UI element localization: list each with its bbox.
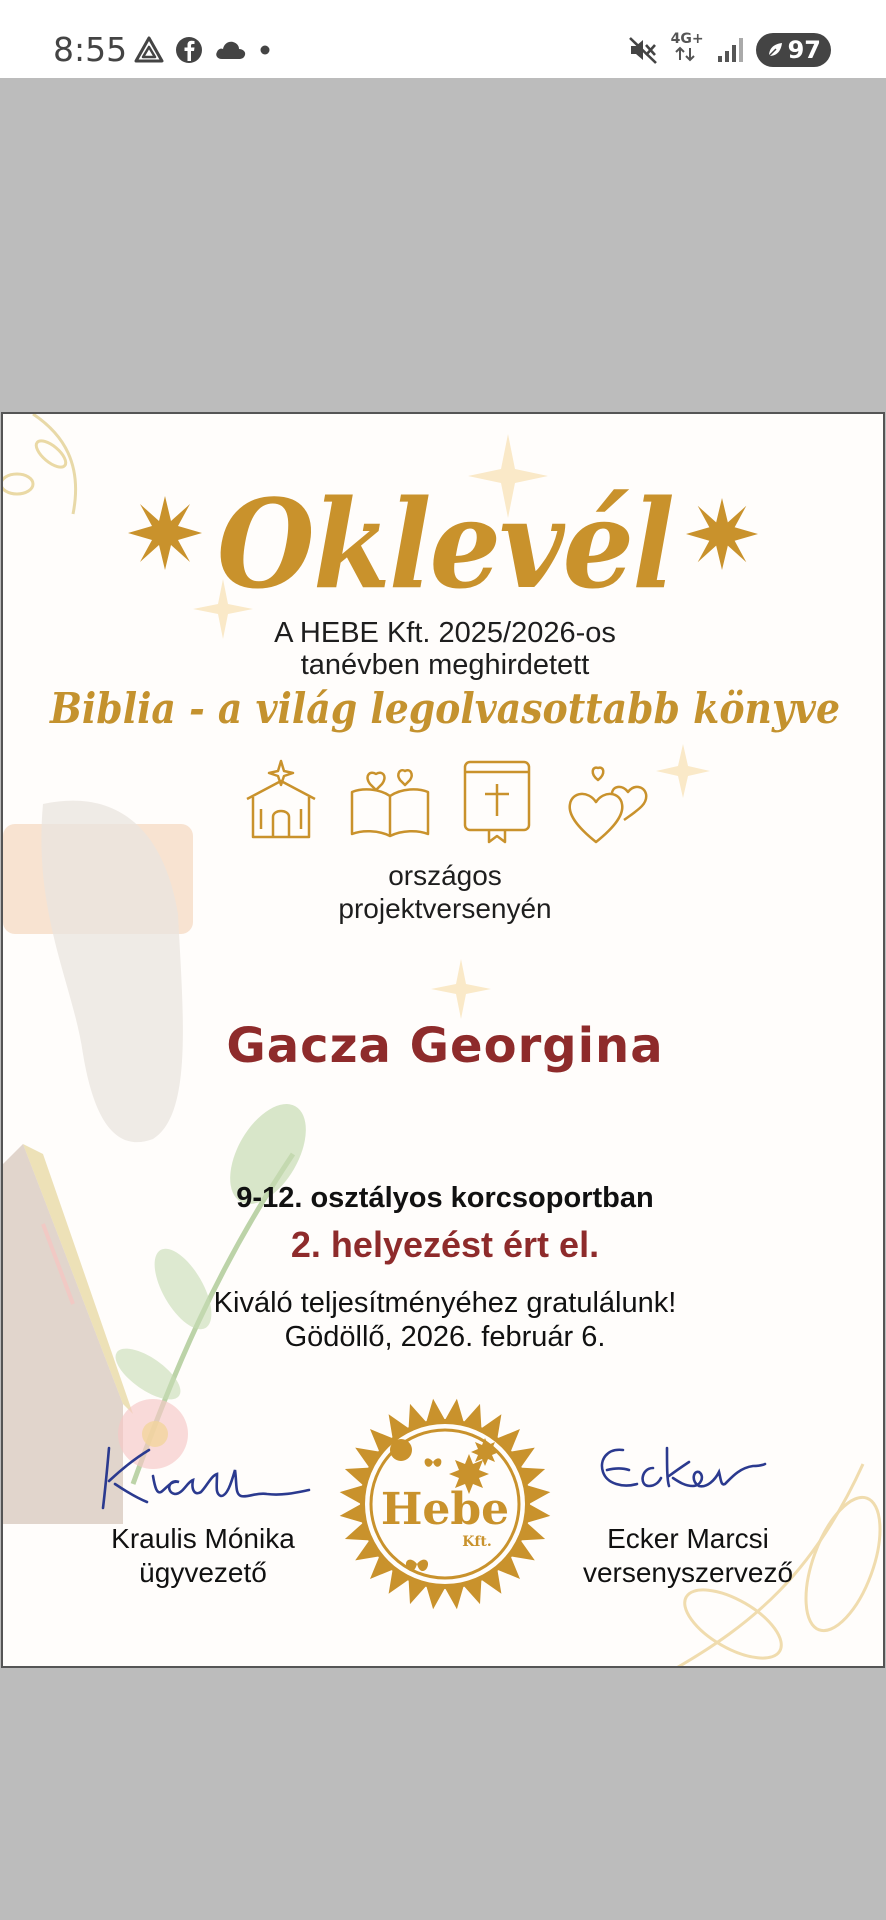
open-book-icon (348, 766, 432, 838)
signer-right (538, 1522, 838, 1590)
hearts-icon (566, 764, 650, 846)
placement: 2. helyezést ért el. (290, 1224, 600, 1265)
church-icon (243, 759, 319, 839)
signer-left (53, 1522, 353, 1590)
logo-suffix: Kft. (462, 1534, 492, 1550)
battery-level: 97 (787, 36, 821, 64)
certificate-title: Oklevél (217, 472, 673, 616)
book-title: Biblia - a világ legolvasottabb könyve (49, 684, 841, 733)
cloud-icon (214, 37, 248, 63)
drive-icon (134, 35, 164, 65)
certificate-image[interactable] (1, 412, 885, 1668)
congrats-line-2: Gödöllő, 2026. február 6. (284, 1321, 606, 1353)
facebook-icon (174, 35, 204, 65)
status-time: 8:55 (53, 30, 128, 69)
mute-icon (627, 34, 659, 66)
intro-line-1: A HEBE Kft. 2025/2026-os (274, 617, 616, 649)
signer-right-name: Ecker Marcsi (607, 1523, 769, 1554)
status-left-icons (134, 34, 272, 66)
signature-right (593, 1440, 773, 1510)
signer-right-role: versenyszervező (582, 1557, 794, 1588)
sub-line-2: projektversenyén (338, 893, 552, 924)
leaf-icon (766, 41, 784, 59)
status-right-icons (627, 32, 831, 68)
signature-left (95, 1436, 315, 1516)
intro-line-2: tanévben meghirdetett (300, 649, 590, 681)
hebe-logo (337, 1396, 553, 1612)
notification-dot-icon (258, 43, 272, 57)
data-arrows-icon (671, 46, 699, 62)
network-4g-icon (671, 33, 704, 67)
battery-icon (756, 33, 831, 67)
logo-name: Hebe (380, 1484, 510, 1535)
signer-left-name: Kraulis Mónika (111, 1523, 295, 1554)
congrats-line-1: Kiváló teljesítményéhez gratulálunk! (213, 1287, 677, 1319)
age-category: 9-12. osztályos korcsoportban (236, 1182, 654, 1214)
signer-left-role: ügyvezető (139, 1557, 267, 1588)
winner-name: Gacza Georgina (226, 1018, 664, 1074)
bible-icon (461, 758, 533, 844)
signal-icon (716, 36, 744, 64)
network-label: 4G+ (670, 31, 704, 47)
status-bar (0, 0, 886, 78)
sub-line-1: országos (388, 860, 502, 891)
